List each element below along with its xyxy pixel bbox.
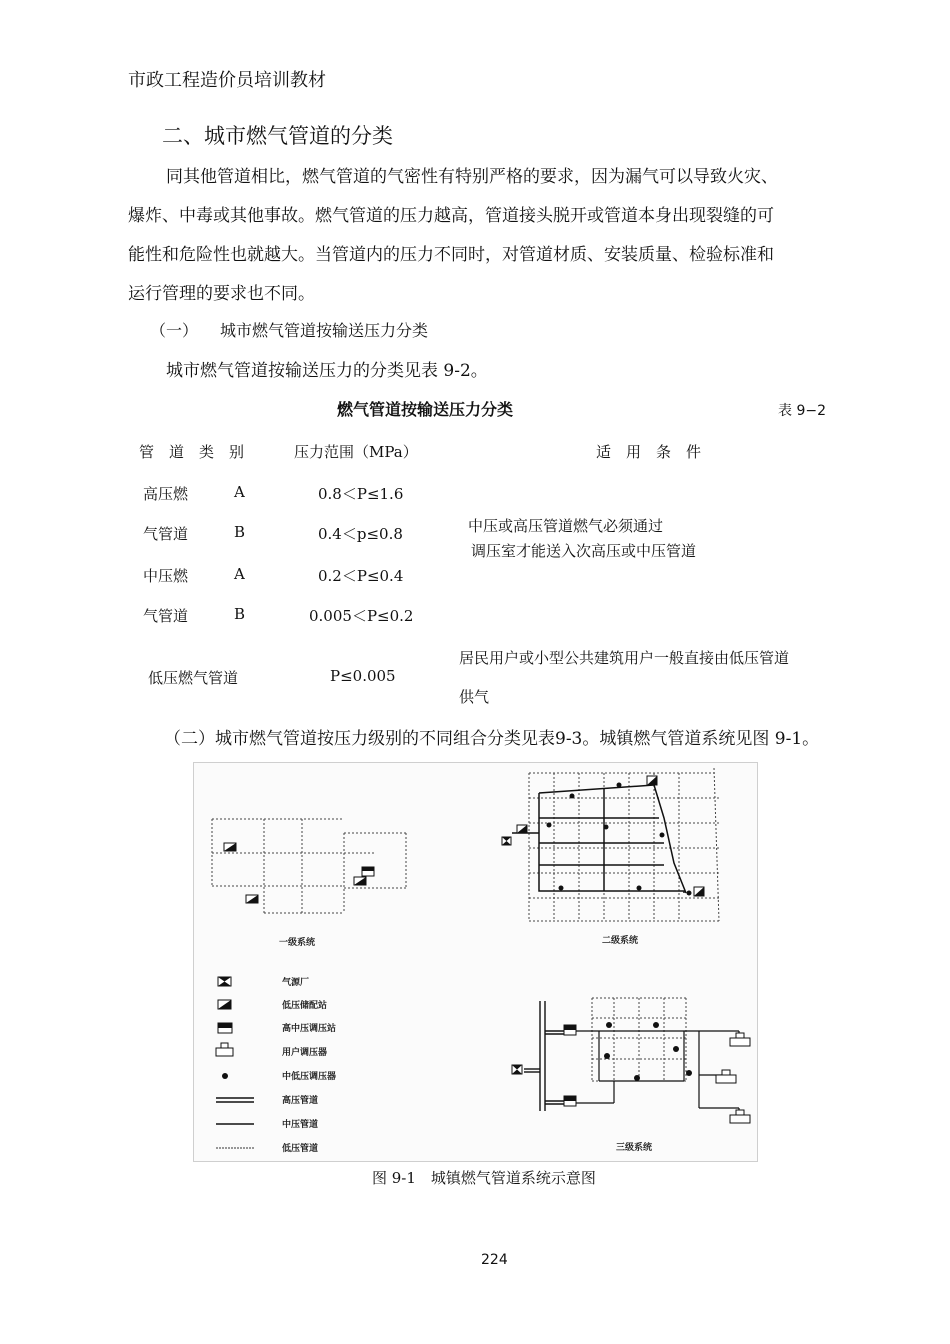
table-cell-grade: A [234, 565, 245, 583]
table-cell-condition: 居民用户或小型公共建筑用户一般直接由低压管道 [459, 649, 790, 667]
legend-label: 用户调压器 [282, 1048, 328, 1058]
high-mid-regulator-station-icon [218, 1023, 232, 1033]
legend-label: 低压管道 [282, 1144, 319, 1154]
legend-label: 中压管道 [282, 1120, 319, 1130]
panel-label-one: 一级系统 [279, 938, 316, 948]
table-cell-grade: B [234, 523, 246, 541]
table-header-category: 管 道 类 别 [139, 443, 245, 461]
legend-label: 高中压调压站 [282, 1024, 337, 1034]
panel-label-three: 三级系统 [616, 1143, 653, 1153]
section-heading: 二、城市燃气管道的分类 [162, 124, 393, 148]
intro-line: 爆炸、中毒或其他事故。燃气管道的压力越高，管道接头脱开或管道本身出现裂缝的可 [128, 206, 774, 226]
subsection-heading-1 [150, 318, 428, 341]
table-header-condition: 适 用 条 件 [596, 443, 702, 461]
table-cell-condition: 中压或高压管道燃气必须通过 [468, 517, 664, 535]
subsection-number: （一） [150, 321, 199, 340]
table-cell-category: 气管道 [143, 607, 189, 625]
table-cell-condition: 供气 [459, 688, 490, 706]
legend-label: 低压储配站 [282, 1001, 328, 1011]
one-level-system-panel [212, 819, 406, 913]
figure-caption: 图 9-1 城镇燃气管道系统示意图 [372, 1169, 596, 1187]
three-level-system-panel [512, 998, 750, 1123]
table-cell-category: 中压燃 [143, 567, 189, 585]
table-number: 表 9−2 [778, 403, 826, 419]
legend-label: 气源厂 [282, 978, 310, 988]
gas-source-icon [218, 977, 231, 986]
table-cell-range: 0.2＜P≤0.4 [318, 567, 404, 585]
table-caption: 燃气管道按输送压力分类 [337, 400, 514, 419]
table-cell-range: 0.005＜P≤0.2 [309, 607, 414, 625]
table-cell-grade: B [234, 605, 246, 623]
subsection-title: 城市燃气管道按输送压力分类 [220, 321, 429, 340]
table-cell-category: 高压燃 [143, 485, 189, 503]
low-pressure-storage-icon [218, 1000, 231, 1009]
table-cell-range: 0.4＜p≤0.8 [318, 525, 403, 543]
legend-label: 高压管道 [282, 1096, 319, 1106]
legend-label: 中低压调压器 [282, 1072, 337, 1082]
subsection-text-2: （二）城市燃气管道按压力级别的不同组合分类见表9-3。城镇燃气管道系统见图 9-1。 [164, 729, 820, 749]
intro-line: 能性和危险性也就越大。当管道内的压力不同时，对管道材质、安装质量、检验标准和 [128, 245, 774, 265]
figure-legend [216, 976, 336, 1154]
mid-low-regulator-icon [222, 1073, 228, 1079]
user-regulator-icon [216, 1043, 233, 1056]
panel-label-two: 二级系统 [602, 936, 639, 946]
table-cell-range: P≤0.005 [330, 667, 396, 685]
high-pressure-pipe-icon [216, 1098, 254, 1102]
gas-pipeline-figure [193, 762, 758, 1162]
intro-line: 同其他管道相比，燃气管道的气密性有特别严格的要求，因为漏气可以导致火灾、 [166, 167, 778, 187]
table-cell-condition: 调压室才能送入次高压或中压管道 [471, 542, 697, 560]
page-number: 224 [481, 1252, 508, 1268]
two-level-system-panel [502, 768, 719, 921]
table-cell-category: 低压燃气管道 [148, 669, 239, 687]
intro-line: 运行管理的要求也不同。 [128, 284, 315, 304]
pipeline-diagram [194, 763, 757, 1161]
table-cell-category: 气管道 [143, 525, 189, 543]
intro-paragraph [128, 158, 863, 314]
table-header-range: 压力范围（MPa） [294, 443, 418, 461]
table-cell-range: 0.8＜P≤1.6 [318, 485, 404, 503]
subsection-text-1: 城市燃气管道按输送压力的分类见表 9-2。 [166, 361, 488, 381]
table-cell-grade: A [234, 483, 245, 501]
running-header: 市政工程造价员培训教材 [128, 70, 326, 91]
